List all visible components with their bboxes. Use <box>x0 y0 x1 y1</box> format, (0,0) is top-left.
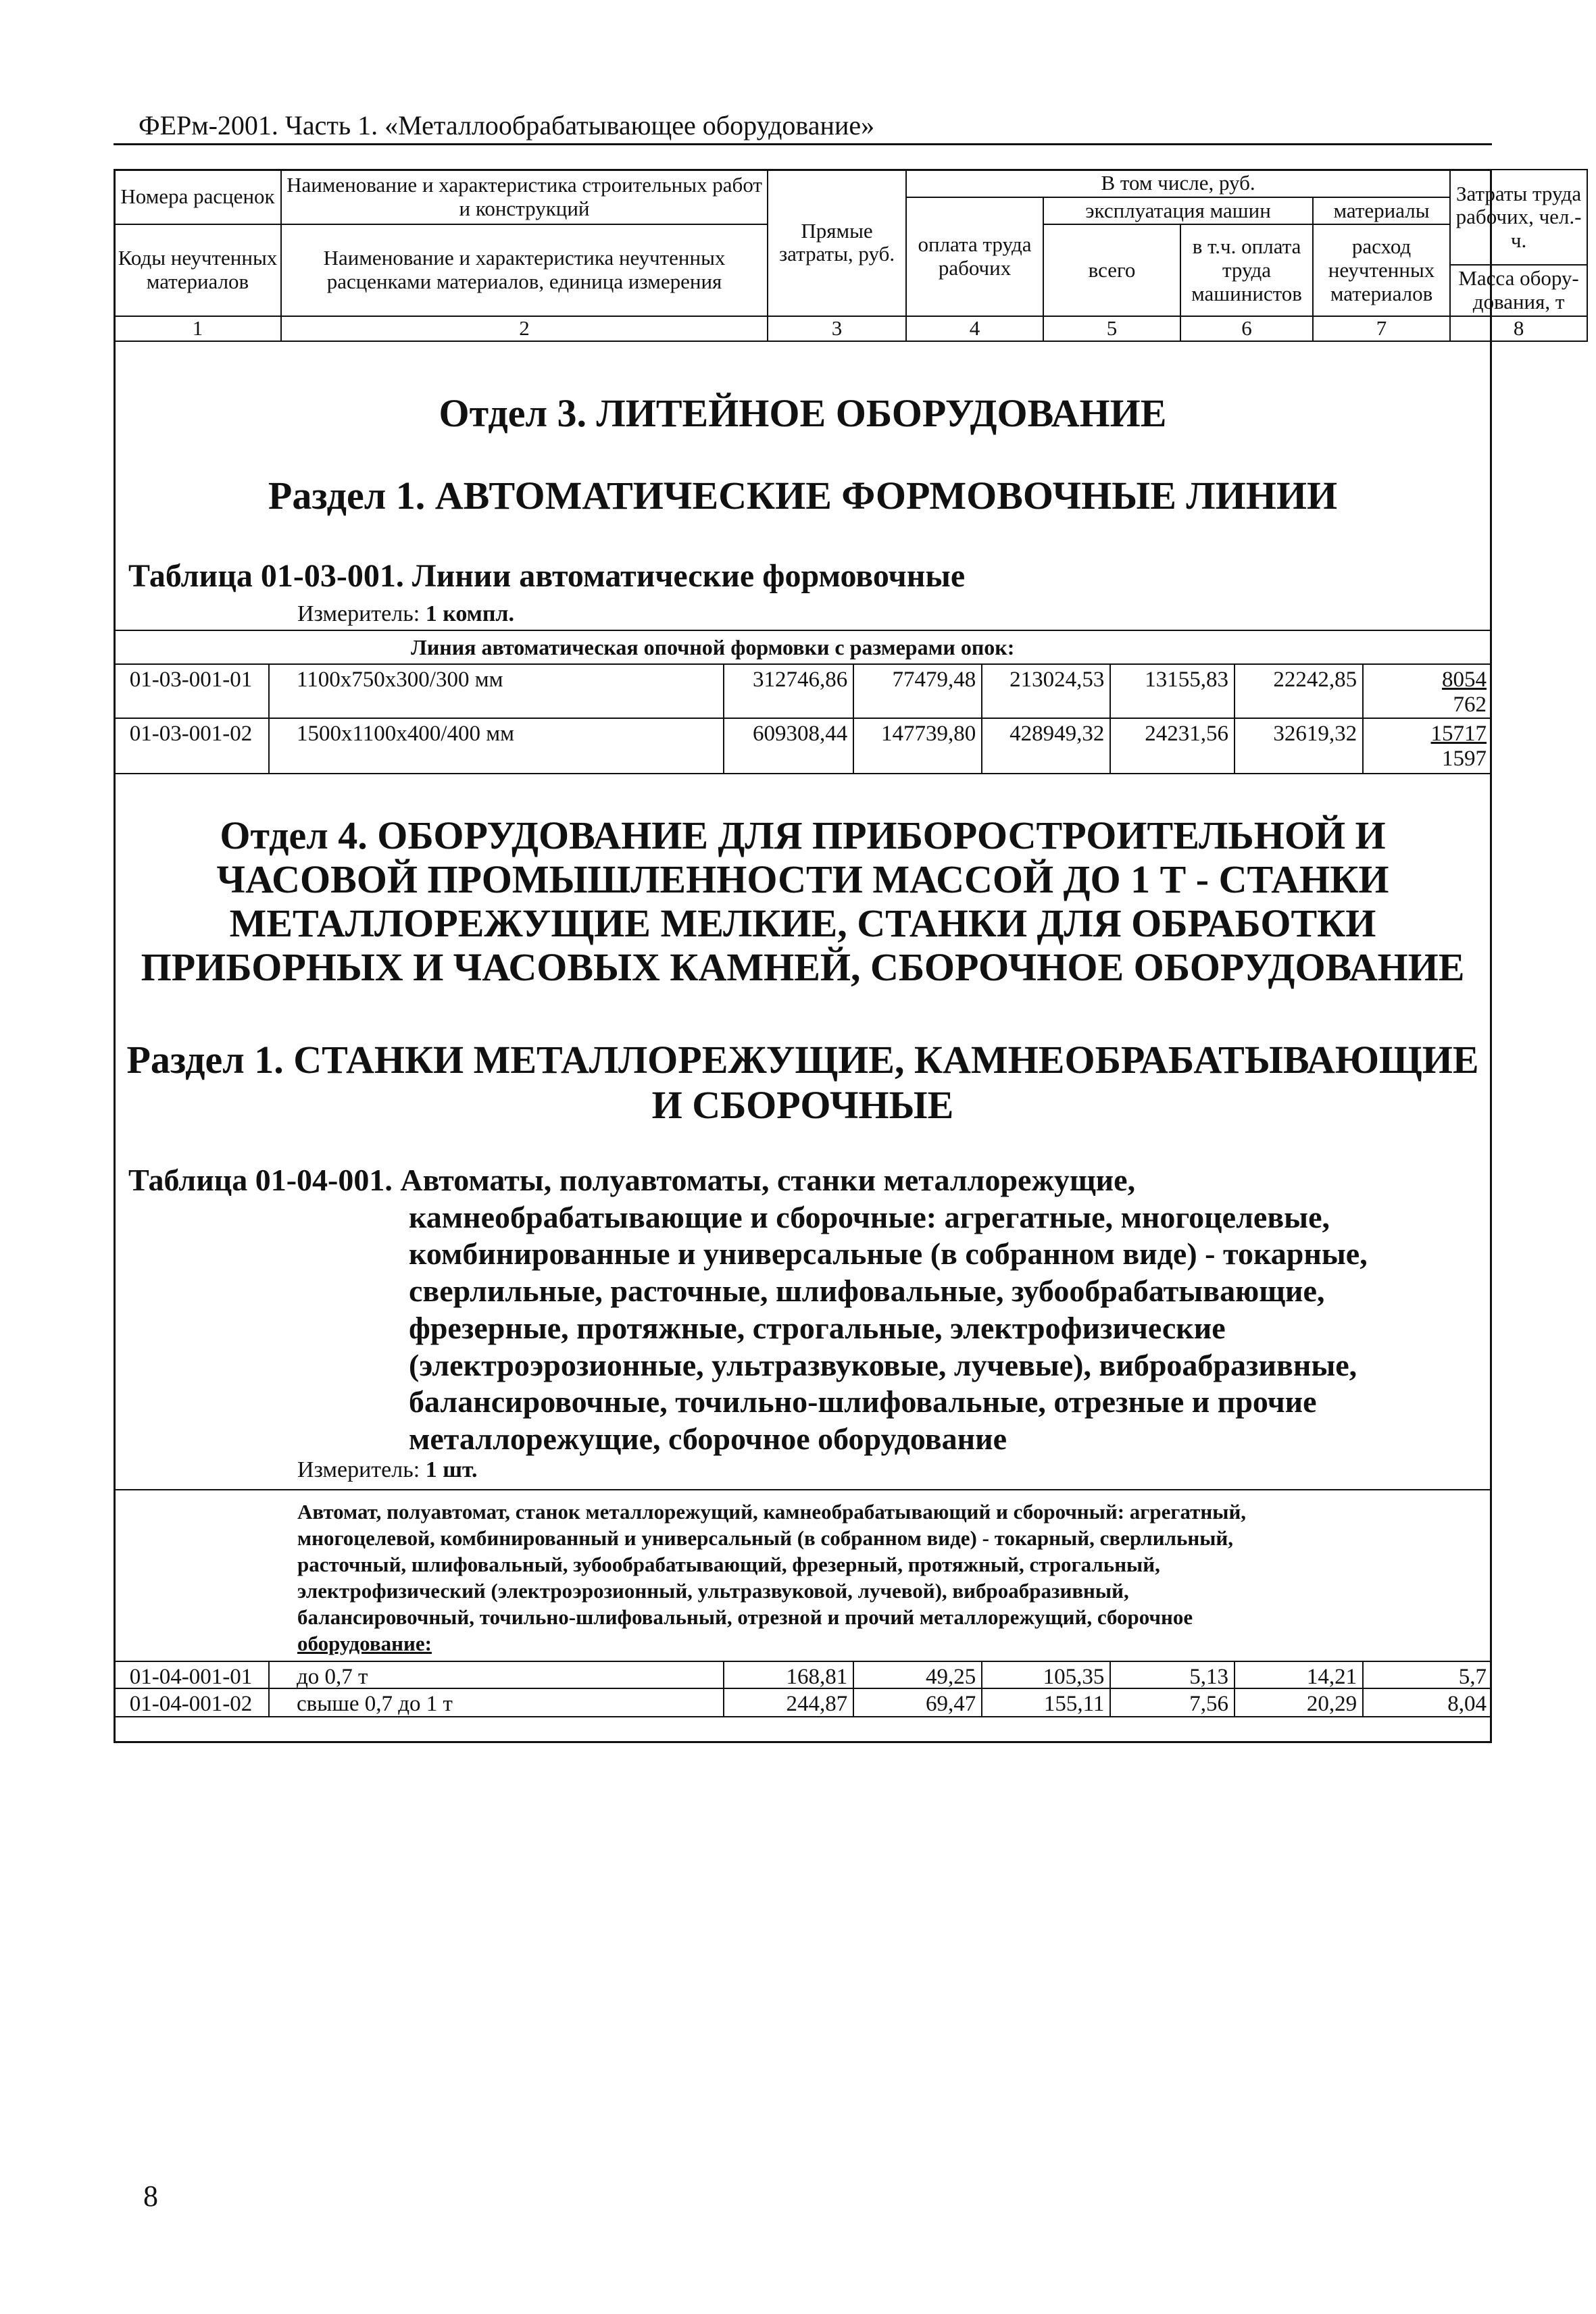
group-band-4-top <box>114 1489 1492 1490</box>
header-rule <box>114 143 1492 145</box>
measure-label: Измеритель: <box>297 1457 420 1482</box>
section-4-1-title <box>114 1037 1492 1128</box>
rate-code: 01-04-001-01 <box>114 1662 270 1688</box>
group-heading-line: Автомат, полуавтомат, станок металлорежущий, камнеобрабатывающий и сборочный: агрегатный, <box>297 1500 1247 1524</box>
labor-cost: 49,25 <box>854 1662 982 1688</box>
table-row <box>114 1661 1492 1689</box>
page-number: 8 <box>143 2180 158 2213</box>
table-title-line: сверлильные, расточные, шлифовальные, зубообрабатывающие, <box>409 1274 1325 1309</box>
measure-value: 1 компл. <box>425 601 515 626</box>
col-number: 2 <box>281 316 768 341</box>
header-col2-bottom: Наименование и характеристика неучтенных расценками материалов, единица измерения <box>281 224 768 316</box>
group-heading-line: многоцелевой, комбинированный и универсальный (в собранном виде) - токарный, сверлильный, <box>297 1526 1234 1551</box>
measure-value: 1 шт. <box>425 1457 478 1482</box>
machine-cost: 428949,32 <box>982 719 1111 773</box>
header-col1-top: Номера расценок <box>114 170 281 224</box>
group-heading-line: расточный, шлифовальный, зубообрабатывающий, фрезерный, протяжный, строгальный, <box>297 1553 1160 1577</box>
department-4-title <box>114 814 1492 990</box>
col-number: 7 <box>1313 316 1450 341</box>
header-col3: Прямые затраты, руб. <box>768 170 906 316</box>
labor-hours: 8,04 <box>1447 1692 1487 1716</box>
labor-cost: 69,47 <box>854 1689 982 1716</box>
department-4-title-line: Отдел 4. ОБОРУДОВАНИЕ ДЛЯ ПРИБОРОСТРОИТЕЛЬНОЙ И <box>220 813 1386 857</box>
operator-cost: 5,13 <box>1111 1662 1235 1688</box>
rate-name: 1500х1100х400/400 мм <box>270 719 724 773</box>
material-cost: 32619,32 <box>1235 719 1364 773</box>
equipment-mass: 762 <box>1453 693 1487 717</box>
labor-hours: 5,7 <box>1458 1665 1487 1689</box>
table-title-line: балансировочные, точильно-шлифовальные, отрезные и прочие <box>409 1384 1317 1419</box>
group-heading-line: оборудование: <box>297 1632 432 1656</box>
machine-cost: 213024,53 <box>982 665 1111 718</box>
machine-cost: 105,35 <box>982 1662 1111 1688</box>
section-4-1-title-line: Раздел 1. СТАНКИ МЕТАЛЛОРЕЖУЩИЕ, КАМНЕОБРАБАТЫВАЮЩИЕ <box>126 1038 1479 1082</box>
operator-cost: 24231,56 <box>1111 719 1235 773</box>
rate-name: свыше 0,7 до 1 т <box>270 1689 724 1716</box>
table-title-line: Таблица 01-04-001. Автоматы, полуавтоматы, станки металлорежущие, <box>128 1163 1136 1197</box>
direct-cost: 244,87 <box>724 1689 854 1716</box>
direct-cost: 312746,86 <box>724 665 854 718</box>
header-col8-top: Затраты труда рабочих, чел.-ч. <box>1450 170 1587 265</box>
labor-cost: 77479,48 <box>854 665 982 718</box>
department-4-title-line: ЧАСОВОЙ ПРОМЫШЛЕННОСТИ МАССОЙ ДО 1 Т - СТАНКИ <box>216 857 1389 901</box>
header-materials: материалы <box>1313 197 1450 225</box>
operator-cost: 7,56 <box>1111 1689 1235 1716</box>
machine-cost: 155,11 <box>982 1689 1111 1716</box>
header-col4: оплата труда рабочих <box>906 197 1043 316</box>
rate-code: 01-03-001-01 <box>114 665 270 718</box>
col-number: 8 <box>1450 316 1587 341</box>
labor-hours: 15717 <box>1430 722 1487 746</box>
col-number: 3 <box>768 316 906 341</box>
header-col7: расход неучтенных материалов <box>1313 224 1450 316</box>
header-col2-top: Наименование и характеристика строительных работ и конструкций <box>281 170 768 224</box>
table-01-04-001-title <box>128 1162 1446 1458</box>
table-row <box>114 719 1492 774</box>
group-heading-3: Линия автоматическая опочной формовки с размерами опок: <box>411 635 1015 659</box>
direct-cost: 609308,44 <box>724 719 854 773</box>
equipment-mass: 1597 <box>1442 747 1487 771</box>
labor-cost: 147739,80 <box>854 719 982 773</box>
table-01-03-001-title: Таблица 01-03-001. Линии автоматические формовочные <box>128 558 966 594</box>
department-3-title: Отдел 3. ЛИТЕЙНОЕ ОБОРУДОВАНИЕ <box>439 391 1167 435</box>
labor-and-mass <box>1364 719 1492 773</box>
col-number: 1 <box>114 316 281 341</box>
running-header: ФЕРм-2001. Часть 1. «Металлообрабатывающее оборудование» <box>139 110 875 141</box>
col-number: 4 <box>906 316 1043 341</box>
measure-unit-4 <box>297 1457 478 1483</box>
col-number: 6 <box>1180 316 1313 341</box>
header-incl: В том числе, руб. <box>906 170 1450 197</box>
header-col1-bottom: Коды неучтенных материалов <box>114 224 281 316</box>
group-heading-line: балансировочный, точильно-шлифовальный, отрезной и прочий металлорежущий, сборочное <box>297 1605 1193 1630</box>
labor-hours: 8054 <box>1442 668 1487 692</box>
material-cost: 20,29 <box>1235 1689 1364 1716</box>
rate-name: 1100х750х300/300 мм <box>270 665 724 718</box>
department-4-title-line: ПРИБОРНЫХ И ЧАСОВЫХ КАМНЕЙ, СБОРОЧНОЕ ОБОРУДОВАНИЕ <box>141 945 1465 989</box>
section-3-1-title: Раздел 1. АВТОМАТИЧЕСКИЕ ФОРМОВОЧНЫЕ ЛИНИИ <box>268 474 1338 518</box>
measure-unit-3 <box>297 601 514 627</box>
group-heading-line: электрофизический (электроэрозионный, ультразвуковой, лучевой), виброабразивный, <box>297 1579 1129 1603</box>
table-title-line: камнеобрабатывающие и сборочные: агрегатные, многоцелевые, <box>409 1199 1330 1234</box>
section-4-1-title-line: И СБОРОЧНЫЕ <box>651 1083 954 1128</box>
col-number: 5 <box>1043 316 1180 341</box>
labor-and-mass <box>1364 665 1492 718</box>
group-heading-4 <box>297 1499 1473 1657</box>
header-col5: всего <box>1043 224 1180 316</box>
rate-name: до 0,7 т <box>270 1662 724 1688</box>
material-cost: 14,21 <box>1235 1662 1364 1688</box>
material-cost: 22242,85 <box>1235 665 1364 718</box>
table-title-line: (электроэрозионные, ультразвуковые, лучевые), виброабразивные, <box>409 1347 1357 1382</box>
direct-cost: 168,81 <box>724 1662 854 1688</box>
measure-label: Измеритель: <box>297 601 420 626</box>
header-col6: в т.ч. оплата труда машинистов <box>1180 224 1313 316</box>
table-row <box>114 665 1492 719</box>
header-col8-bottom: Масса обору-дования, т <box>1450 265 1587 316</box>
rate-code: 01-03-001-02 <box>114 719 270 773</box>
rate-code: 01-04-001-02 <box>114 1689 270 1716</box>
operator-cost: 13155,83 <box>1111 665 1235 718</box>
table-title-line: металлорежущие, сборочное оборудование <box>409 1422 1007 1457</box>
table-title-line: фрезерные, протяжные, строгальные, электрофизические <box>409 1310 1226 1345</box>
column-header-table <box>114 169 1588 342</box>
table-title-line: комбинированные и универсальные (в собранном виде) - токарные, <box>409 1236 1368 1272</box>
header-machines: эксплуатация машин <box>1043 197 1313 225</box>
group-band-3 <box>114 630 1492 665</box>
department-4-title-line: МЕТАЛЛОРЕЖУЩИЕ МЕЛКИЕ, СТАНКИ ДЛЯ ОБРАБОТКИ <box>229 901 1376 945</box>
table-row <box>114 1689 1492 1717</box>
